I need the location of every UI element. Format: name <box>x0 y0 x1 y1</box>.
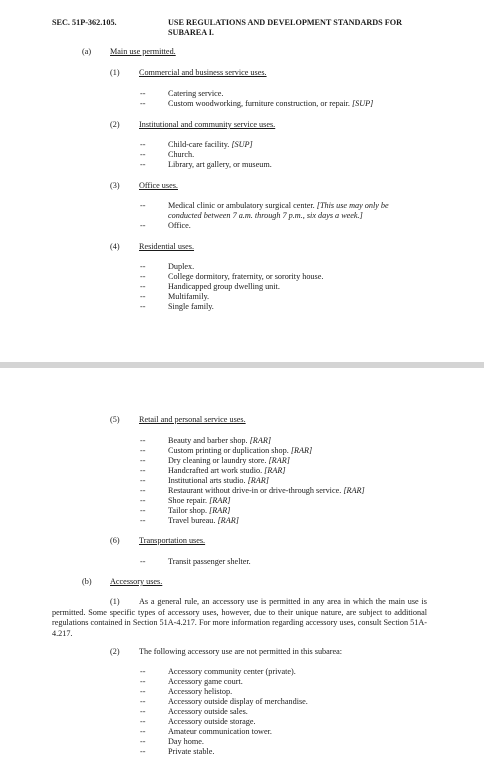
group-1-number: (1) <box>110 68 120 77</box>
list-item: Custom printing or duplication shop. [RAR] <box>168 446 313 455</box>
bracket-note: [RAR] <box>217 516 239 525</box>
list-item: Day home. <box>168 737 204 746</box>
list-item: Accessory community center (private). <box>168 667 296 676</box>
list-item: Beauty and barber shop. [RAR] <box>168 436 272 445</box>
list-dash: -- <box>140 486 146 495</box>
list-dash: -- <box>140 456 146 465</box>
group-4-heading: Residential uses. <box>139 242 195 251</box>
list-item: Accessory outside storage. <box>168 717 256 726</box>
document-page-1 <box>0 0 484 362</box>
list-item: Single family. <box>168 302 214 311</box>
list-item: Private stable. <box>168 747 215 756</box>
bracket-note: [SUP] <box>351 99 374 108</box>
list-dash: -- <box>140 89 146 98</box>
list-dash: -- <box>140 747 146 756</box>
list-item: Institutional arts studio. [RAR] <box>168 476 269 485</box>
list-item: Church. <box>168 150 195 159</box>
list-dash: -- <box>140 99 146 108</box>
list-item: Accessory outside display of merchandise. <box>168 697 308 706</box>
bracket-note: [RAR] <box>209 496 231 505</box>
list-dash: -- <box>140 667 146 676</box>
list-item: Dry cleaning or laundry store. [RAR] <box>168 456 290 465</box>
list-dash: -- <box>140 272 146 281</box>
group-4-number: (4) <box>110 242 120 251</box>
subsection-a-heading: Main use permitted. <box>110 47 176 56</box>
list-item: Library, art gallery, or museum. <box>168 160 272 169</box>
bracket-note: [RAR] <box>343 486 365 495</box>
subsection-b-heading: Accessory uses. <box>110 577 163 586</box>
list-dash: -- <box>140 496 146 505</box>
section-title-line-1: USE REGULATIONS AND DEVELOPMENT STANDARDS FOR <box>168 18 403 27</box>
list-dash: -- <box>140 707 146 716</box>
paragraph-b1-number: (1) <box>110 597 120 606</box>
bracket-note: [RAR] <box>247 476 269 485</box>
list-item: Amateur communication tower. <box>168 727 272 736</box>
paragraph-b2-text: The following accessory use are not permitted in this subarea: <box>139 647 343 656</box>
list-item-continuation: conducted between 7 a.m. through 7 p.m., six days a week.] <box>168 211 363 220</box>
list-dash: -- <box>140 687 146 696</box>
list-item: Multifamily. <box>168 292 210 301</box>
bracket-note: [RAR] <box>268 456 290 465</box>
list-dash: -- <box>140 737 146 746</box>
list-dash: -- <box>140 292 146 301</box>
list-dash: -- <box>140 446 146 455</box>
bracket-note: [This use may only be <box>316 201 389 210</box>
paragraph-b1-text: As a general rule, an accessory use is permitted in any area in which the main use is permitted. Some specific types of accessory uses, however, due to their unique nature, are subject to additional regulations contained in Section 51A-4.217. For more information regarding accessory uses, consult Section 51A-4.217. <box>52 597 427 638</box>
document-page-2 <box>0 368 484 768</box>
list-item: Medical clinic or ambulatory surgical center. [This use may only be <box>168 201 389 210</box>
list-dash: -- <box>140 221 146 230</box>
group-3-number: (3) <box>110 181 120 190</box>
list-item: Office. <box>168 221 191 230</box>
list-item: Transit passenger shelter. <box>168 557 251 566</box>
bracket-note: [RAR] <box>209 506 231 515</box>
list-dash: -- <box>140 150 146 159</box>
list-item: Accessory outside sales. <box>168 707 248 716</box>
list-dash: -- <box>140 506 146 515</box>
list-dash: -- <box>140 140 146 149</box>
paragraph-b2-number: (2) <box>110 647 120 656</box>
list-item: Accessory game court. <box>168 677 243 686</box>
section-title-line-2: SUBAREA I. <box>168 28 214 37</box>
list-item: Tailor shop. [RAR] <box>168 506 231 515</box>
list-dash: -- <box>140 160 146 169</box>
group-6-number: (6) <box>110 536 120 545</box>
subsection-a-marker: (a) <box>82 47 92 56</box>
list-dash: -- <box>140 201 146 210</box>
list-item: College dormitory, fraternity, or sorority house. <box>168 272 324 281</box>
list-item: Accessory helistop. <box>168 687 233 696</box>
group-2-heading: Institutional and community service uses. <box>139 120 276 129</box>
list-item: Custom woodworking, furniture construction, or repair. [SUP] <box>168 99 374 108</box>
group-6-heading: Transportation uses. <box>139 536 206 545</box>
bracket-note: [RAR] <box>249 436 272 445</box>
list-item: Handicapped group dwelling unit. <box>168 282 280 291</box>
list-dash: -- <box>140 262 146 271</box>
section-number: SEC. 51P-362.105. <box>52 18 117 27</box>
list-item: Restaurant without drive-in or drive-through service. [RAR] <box>168 486 365 495</box>
list-dash: -- <box>140 466 146 475</box>
list-dash: -- <box>140 282 146 291</box>
list-dash: -- <box>140 717 146 726</box>
bracket-note: [RAR] <box>290 446 313 455</box>
group-5-number: (5) <box>110 415 120 424</box>
list-item: Travel bureau. [RAR] <box>168 516 239 525</box>
list-dash: -- <box>140 516 146 525</box>
group-5-heading: Retail and personal service uses. <box>139 415 246 424</box>
list-item: Catering service. <box>168 89 224 98</box>
list-item: Duplex. <box>168 262 195 271</box>
bracket-note: [RAR] <box>264 466 286 475</box>
list-item: Child-care facility. [SUP] <box>168 140 253 149</box>
list-dash: -- <box>140 476 146 485</box>
list-dash: -- <box>140 697 146 706</box>
list-dash: -- <box>140 727 146 736</box>
bracket-note: [SUP] <box>231 140 253 149</box>
list-item: Shoe repair. [RAR] <box>168 496 231 505</box>
list-dash: -- <box>140 557 146 566</box>
list-dash: -- <box>140 677 146 686</box>
group-2-number: (2) <box>110 120 120 129</box>
subsection-b-marker: (b) <box>82 577 92 586</box>
list-item: Handcrafted art work studio. [RAR] <box>168 466 286 475</box>
group-3-heading: Office uses. <box>139 181 178 190</box>
list-dash: -- <box>140 436 146 445</box>
group-1-heading: Commercial and business service uses. <box>139 68 267 77</box>
list-dash: -- <box>140 302 146 311</box>
